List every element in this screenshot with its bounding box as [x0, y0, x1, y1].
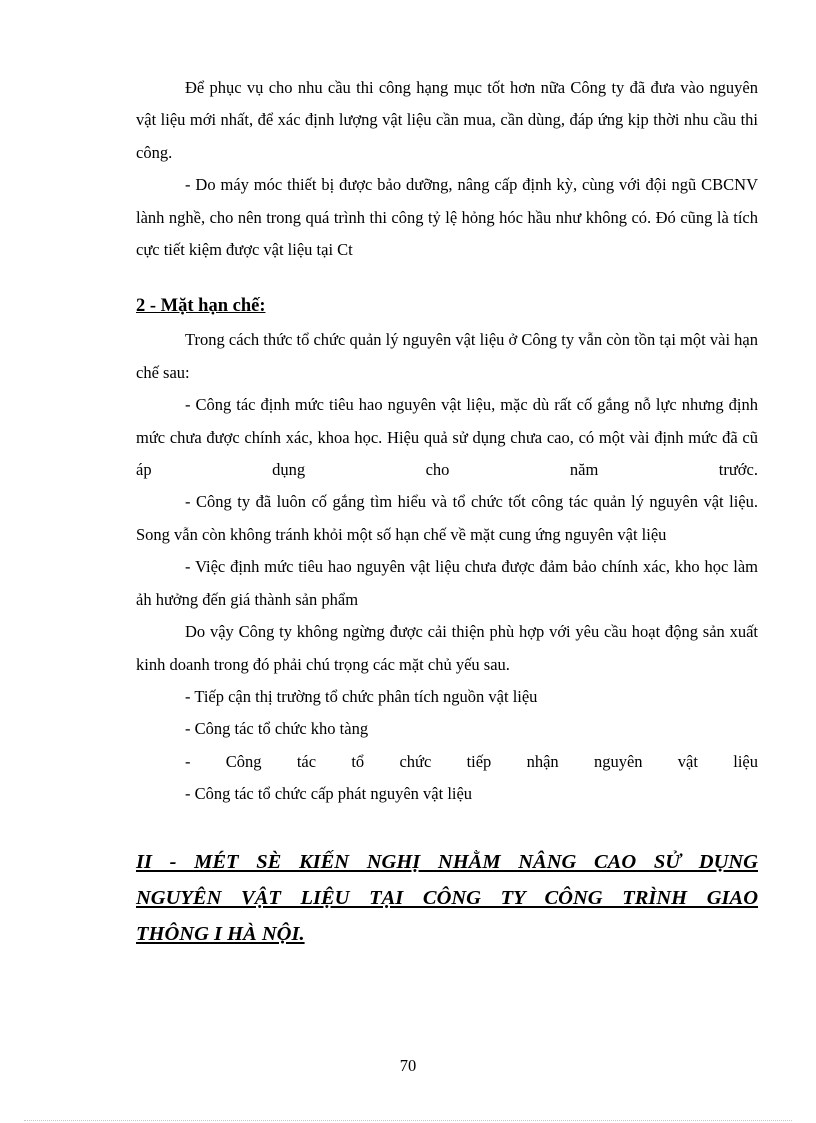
paragraph-material-supply: Để phục vụ cho nhu cầu thi công hạng mục tốt hơn nữa Công ty đã đưa vào nguyên vật liệu mới nhất, để xác định lượng vật liệu cần mua, cần dùng, đáp ứng kịp thời nhu cầu thi công.: [136, 78, 758, 162]
section-heading-line: II - MÉT SÈ KIẾN NGHỊ NHẰM NÂNG CAO SỬ DỤNG: [136, 850, 758, 873]
paragraph-limitation-accuracy: - Việc định mức tiêu hao nguyên vật liệu chưa được đảm bảo chính xác, kho học làm ảh hưởng đến giá thành sản phẩm: [136, 557, 758, 609]
paragraph-machine-maintenance: - Do máy móc thiết bị được bảo dưỡng, nâng cấp định kỳ, cùng với đội ngũ CBCNV lành nghề, cho nên trong quá trình thi công tỷ lệ hỏng hóc hầu như không có. Đó cũng là tích cực tiết kiệm được vật liệu tại Ct: [136, 175, 758, 260]
section-heading-line: THÔNG I HÀ NỘI.: [136, 922, 305, 945]
section-heading: [136, 844, 758, 952]
paragraph-limitation-norms: - Công tác định mức tiêu hao nguyên vật liệu, mặc dù rất cố gắng nỗ lực nhưng định mức chưa được chính xác, khoa học. Hiệu quả sử dụng chưa cao, có một vài định mức đã cũ áp dụng cho năm trước.: [136, 395, 758, 480]
document-body: [136, 72, 758, 952]
list-item: - Tiếp cận thị trường tổ chức phân tích nguồn vật liệu: [185, 686, 538, 706]
subheading-limitations: 2 - Mặt hạn chế:: [136, 296, 266, 317]
list-item: - Công tác tổ chức tiếp nhận nguyên vật liệu: [185, 751, 758, 771]
page-number: 70: [399, 1056, 417, 1075]
paragraph-limitations-intro: Trong cách thức tổ chức quản lý nguyên vật liệu ở Công ty vẫn còn tồn tại một vài hạn chế sau:: [136, 330, 758, 382]
section-heading-line: NGUYÊN VẬT LIỆU TẠI CÔNG TY CÔNG TRÌNH GIAO: [136, 886, 758, 909]
paragraph-limitation-management: - Công ty đã luôn cố gắng tìm hiểu và tổ chức tốt công tác quản lý nguyên vật liệu. Song vẫn còn không tránh khỏi một số hạn chế về mặt cung ứng nguyên vật liệu: [136, 492, 758, 544]
paragraph-improvement: Do vậy Công ty không ngừng được cải thiện phù hợp với yêu cầu hoạt động sản xuất kinh doanh trong đó phải chú trọng các mặt chủ yếu sau.: [136, 622, 758, 674]
list-item: - Công tác tổ chức kho tàng: [185, 719, 369, 739]
page-bottom-divider: [24, 1120, 792, 1121]
list-item: - Công tác tổ chức cấp phát nguyên vật liệu: [185, 784, 473, 804]
